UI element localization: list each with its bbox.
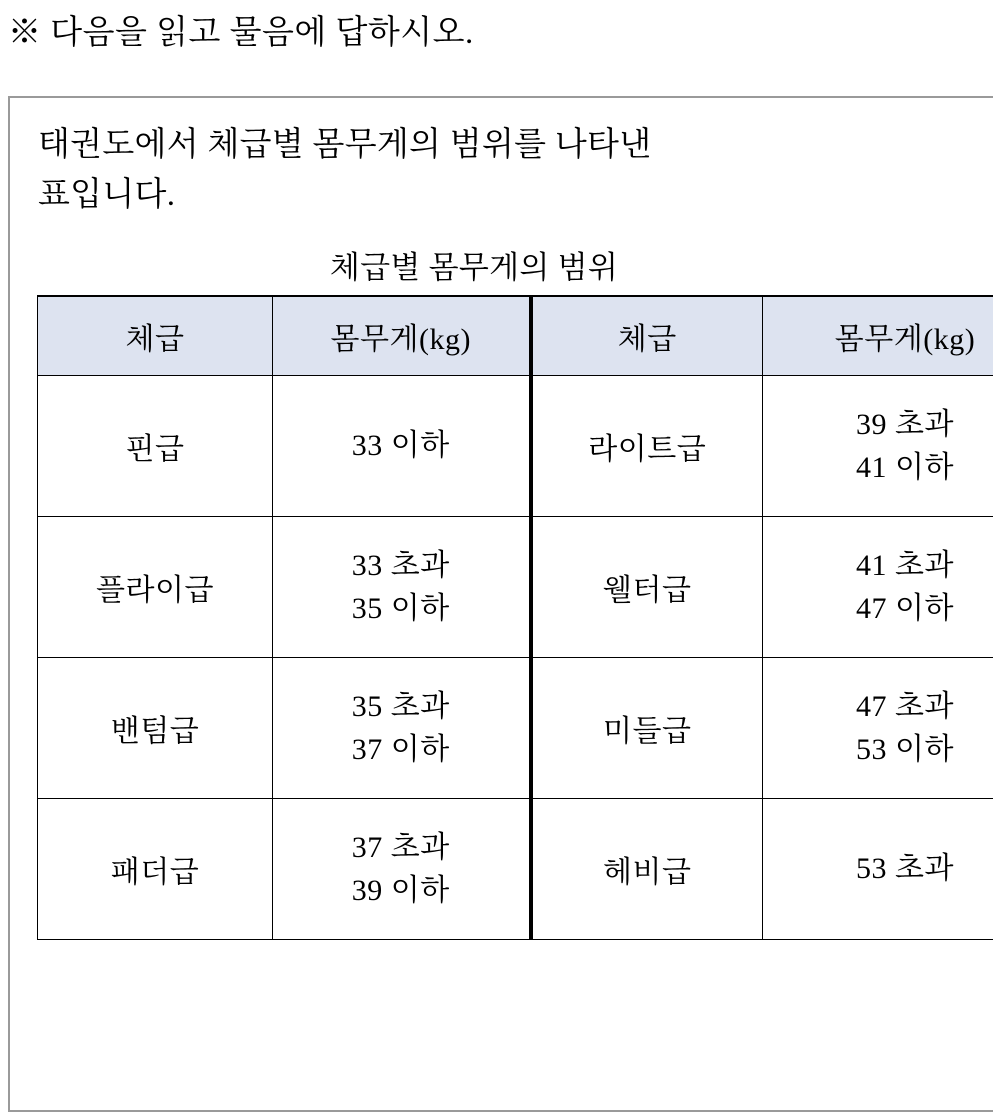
weight-line: 35 초과 [351, 689, 450, 723]
table-row [38, 799, 993, 940]
weight-line: 53 이하 [856, 733, 954, 767]
box-intro-line-1: 태권도에서 체급별 몸무게의 범위를 나타낸 [38, 127, 652, 163]
table-row [38, 517, 993, 658]
cell-class-left: 밴텀급 [38, 658, 273, 799]
cell-weight-right [763, 376, 993, 517]
weight-line: 53 초과 [856, 852, 954, 886]
weight-line: 39 초과 [856, 407, 954, 441]
cell-weight-left [273, 799, 531, 940]
weight-class-table [37, 295, 993, 940]
header-class-left: 체급 [38, 296, 273, 376]
weight-line: 39 이하 [351, 874, 450, 908]
weight-line: 33 이하 [351, 429, 450, 463]
weight-line: 33 초과 [351, 548, 450, 582]
cell-weight-left [273, 517, 531, 658]
table-caption: 체급별 몸무게의 범위 [329, 250, 619, 286]
cell-class-right: 라이트급 [531, 376, 763, 517]
cell-class-left: 플라이급 [38, 517, 273, 658]
cell-class-left: 핀급 [38, 376, 273, 517]
cell-class-right: 헤비급 [531, 799, 763, 940]
weight-line: 35 이하 [351, 592, 450, 626]
table-row [38, 376, 993, 517]
cell-weight-left [273, 658, 531, 799]
weight-line: 47 이하 [856, 592, 954, 626]
instruction-text: ※ 다음을 읽고 물음에 답하시오. [8, 15, 474, 51]
cell-weight-right [763, 517, 993, 658]
weight-line: 37 이하 [351, 733, 450, 767]
weight-line: 41 이하 [856, 451, 954, 485]
cell-weight-right [763, 658, 993, 799]
header-weight-right: 몸무게(kg) [763, 296, 993, 376]
table-row [38, 658, 993, 799]
box-intro-line-2: 표입니다. [38, 177, 176, 214]
table-body [38, 376, 993, 940]
header-class-right: 체급 [531, 296, 763, 376]
weight-line: 37 초과 [351, 830, 450, 864]
box-intro [10, 98, 993, 220]
cell-weight-right [763, 799, 993, 940]
table-header-row [38, 296, 993, 376]
question-box [8, 96, 993, 1112]
cell-weight-left [273, 376, 531, 517]
cell-class-right: 웰터급 [531, 517, 763, 658]
cell-class-right: 미들급 [531, 658, 763, 799]
weight-line: 47 초과 [856, 689, 954, 723]
cell-class-left: 패더급 [38, 799, 273, 940]
table-header [38, 296, 993, 376]
header-weight-left: 몸무게(kg) [273, 296, 531, 376]
weight-line: 41 초과 [856, 548, 954, 582]
